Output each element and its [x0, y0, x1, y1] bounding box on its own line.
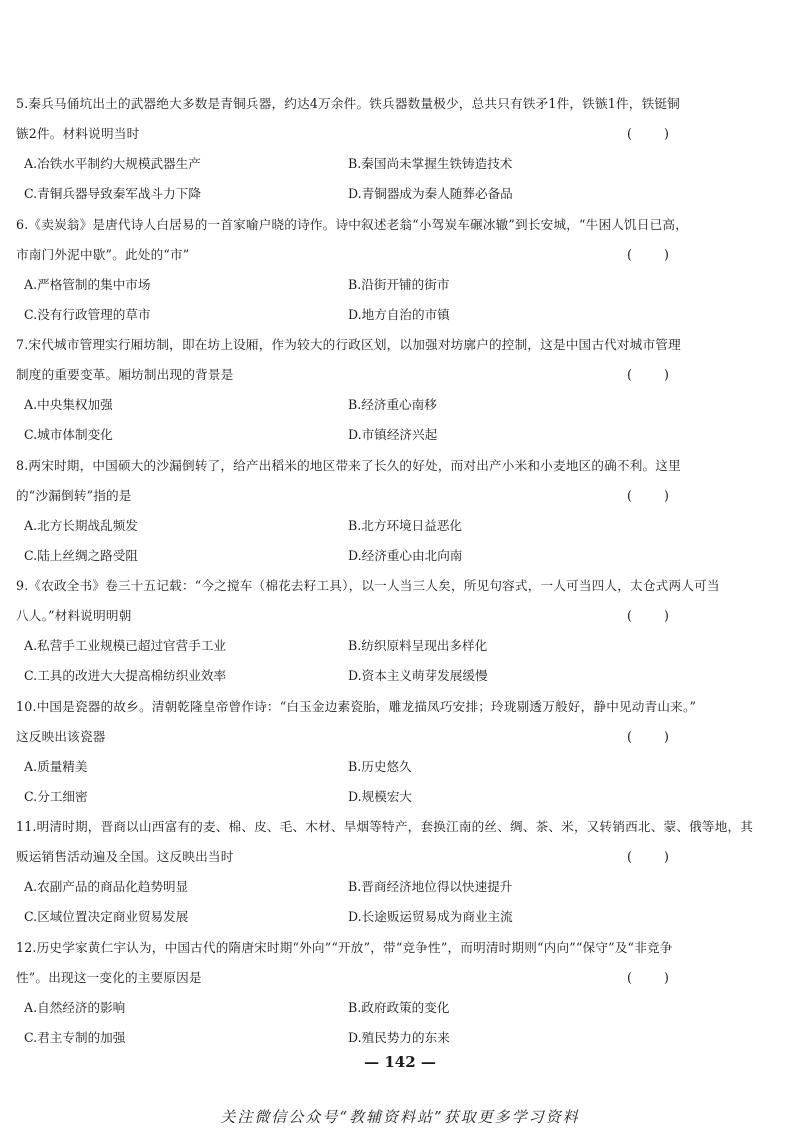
option-c: C.城市体制变化: [24, 427, 113, 442]
option-b: B.晋商经济地位得以快速提升: [348, 879, 513, 894]
option-c: C.区域位置决定商业贸易发展: [24, 909, 189, 924]
option-c: C.陆上丝绸之路受阻: [24, 548, 138, 563]
question-9-line-2: 八人。”材料说明明朝: [16, 608, 132, 623]
option-b: B.政府政策的变化: [348, 1000, 450, 1015]
option-c: C.分工细密: [24, 789, 88, 804]
option-b: B.经济重心南移: [348, 397, 437, 412]
answer-blank: ( ): [627, 247, 669, 262]
option-a: A.北方长期战乱频发: [24, 518, 138, 533]
option-a: A.冶铁水平制约大规模武器生产: [24, 156, 201, 171]
option-b: B.纺织原料呈现出多样化: [348, 638, 488, 653]
answer-blank: ( ): [627, 126, 669, 141]
question-6-line-2: 市南门外泥中歇”。此处的“市”: [16, 247, 190, 262]
option-d: D.资本主义萌芽发展缓慢: [348, 668, 488, 683]
question-11-line-1: 11.明清时期，晋商以山西富有的麦、棉、皮、毛、木材、旱烟等特产，套换江南的丝、绸、茶、米，又转销西北、蒙、俄等地，其: [16, 819, 754, 834]
answer-blank: ( ): [627, 608, 669, 623]
answer-blank: ( ): [627, 849, 669, 864]
answer-blank: ( ): [627, 488, 669, 503]
option-c: C.君主专制的加强: [24, 1030, 126, 1045]
option-a: A.农副产品的商品化趋势明显: [24, 879, 189, 894]
option-c: C.没有行政管理的草市: [24, 307, 151, 322]
option-d: D.地方自治的市镇: [348, 307, 450, 322]
question-5-line-2: 镞2件。材料说明当时: [16, 126, 140, 141]
option-b: B.秦国尚未掌握生铁铸造技术: [348, 156, 513, 171]
question-10-line-2: 这反映出该瓷器: [16, 729, 106, 744]
question-10-line-1: 10.中国是瓷器的故乡。清朝乾隆皇帝曾作诗：“白玉金边素瓷胎，雕龙描凤巧安排；玲珑剔透万般好，静中见动青山来。”: [16, 699, 697, 714]
question-7-line-1: 7.宋代城市管理实行厢坊制，即在坊上设厢，作为较大的行政区划，以加强对坊廓户的控制，这是中国古代对城市管理: [16, 337, 681, 352]
question-12-line-1: 12.历史学家黄仁宇认为，中国古代的隋唐宋时期“外向”“开放”，带“竞争性”，而明清时期则“内向”“保守”及“非竞争: [16, 940, 673, 955]
answer-blank: ( ): [627, 729, 669, 744]
option-c: C.工具的改进大大提高棉纺织业效率: [24, 668, 227, 683]
option-a: A.质量精美: [24, 759, 88, 774]
option-d: D.经济重心由北向南: [348, 548, 463, 563]
question-9-line-1: 9.《农政全书》卷三十五记载：“今之搅车（棉花去籽工具），以一人当三人矣，所见句容式，一人可当四人，太仓式两人可当: [16, 578, 720, 593]
option-a: A.自然经济的影响: [24, 1000, 126, 1015]
question-8-line-1: 8.两宋时期，中国硕大的沙漏倒转了，给产出稻米的地区带来了长久的好处，而对出产小米和小麦地区的确不利。这里: [16, 458, 681, 473]
question-11-line-2: 贩运销售活动遍及全国。这反映出当时: [16, 849, 234, 864]
answer-blank: ( ): [627, 970, 669, 985]
footer-note: 关注微信公众号“教辅资料站”获取更多学习资料: [220, 1108, 580, 1126]
option-a: A.严格管制的集中市场: [24, 277, 151, 292]
option-d: D.长途贩运贸易成为商业主流: [348, 909, 513, 924]
option-b: B.历史悠久: [348, 759, 412, 774]
question-7-line-2: 制度的重要变革。厢坊制出现的背景是: [16, 367, 234, 382]
option-b: B.北方环境日益恶化: [348, 518, 463, 533]
question-5-line-1: 5.秦兵马俑坑出土的武器绝大多数是青铜兵器，约达4万余件。铁兵器数量极少，总共只有铁矛1件，铁镞1件，铁铤铜: [16, 96, 680, 111]
option-a: A.私营手工业规模已超过官营手工业: [24, 638, 227, 653]
option-d: D.市镇经济兴起: [348, 427, 438, 442]
option-a: A.中央集权加强: [24, 397, 113, 412]
question-8-line-2: 的“沙漏倒转”指的是: [16, 488, 132, 503]
option-d: D.规模宏大: [348, 789, 413, 804]
question-12-line-2: 性”。出现这一变化的主要原因是: [16, 970, 202, 985]
page-number: — 142 —: [364, 1053, 436, 1071]
answer-blank: ( ): [627, 367, 669, 382]
option-c: C.青铜兵器导致秦军战斗力下降: [24, 186, 201, 201]
option-d: D.青铜器成为秦人随葬必备品: [348, 186, 513, 201]
question-6-line-1: 6.《卖炭翁》是唐代诗人白居易的一首家喻户晓的诗作。诗中叙述老翁“小驾炭车碾冰辙”到长安城，“牛困人饥日已高，: [16, 217, 689, 232]
option-d: D.殖民势力的东来: [348, 1030, 450, 1045]
option-b: B.沿街开铺的街市: [348, 277, 450, 292]
